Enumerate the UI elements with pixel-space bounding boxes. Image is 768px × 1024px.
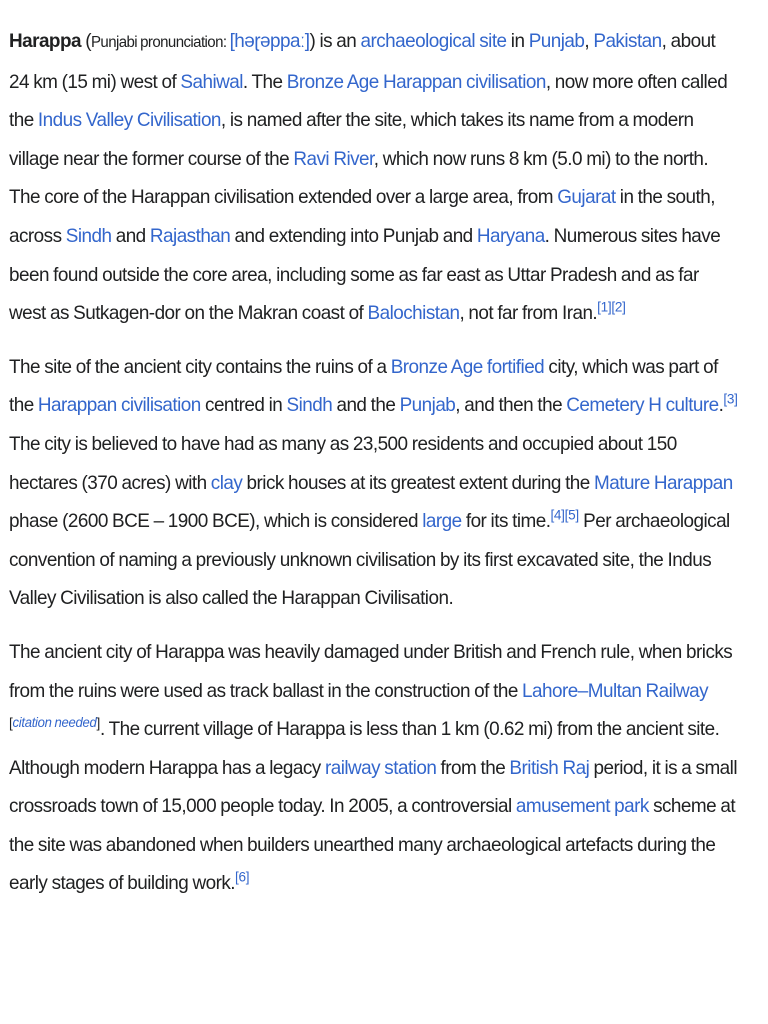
body-text: The ancient city of Harappa was heavily damaged under British and French rule, when bricks from the ruins were used as track ballast in the construction of the <box>9 640 733 702</box>
ipa-pronunciation-link[interactable]: [həɽəppaː] <box>229 30 310 52</box>
archaeological-site-link[interactable]: archaeological site <box>360 30 507 52</box>
citation-superscript <box>723 391 737 407</box>
pakistan-link[interactable]: Pakistan <box>593 30 662 52</box>
body-text: , about 24 km (15 mi) west of <box>9 30 716 93</box>
body-text: . Numerous sites have been found outside the core area, including some as far east as Uttar Pradesh and as far west as Sutkagen-dor on the Makran coast of <box>9 224 721 325</box>
body-text: period, it is a small crossroads town of 15,000 people today. In 2005, a controversial <box>9 756 738 818</box>
pronunciation-label: Punjabi pronunciation: <box>90 34 230 51</box>
gujarat-link[interactable]: Gujarat <box>557 186 616 209</box>
body-text: , and then the <box>455 394 567 417</box>
body-text: centred in <box>200 394 287 417</box>
body-text: ( <box>80 30 91 52</box>
body-text: and <box>111 224 150 247</box>
rajasthan-link[interactable]: Rajasthan <box>149 224 231 247</box>
citation-3-link[interactable]: [3] <box>723 390 738 407</box>
bronze-age-link[interactable]: Bronze Age <box>390 355 483 378</box>
body-text: . The <box>242 70 287 93</box>
body-text: The city is believed to have had as many as 23,500 residents and occupied about 150 hectares (370 acres) with <box>9 432 677 494</box>
body-text: for its time. <box>461 510 551 533</box>
body-text: and the <box>332 394 400 417</box>
body-text: phase (2600 BCE – 1900 BCE), which is considered <box>9 510 423 533</box>
body-text: . The current village of Harappa is less than 1 km (0.62 mi) from the ancient site. Although modern Harappa has a legacy <box>9 718 720 779</box>
harappan-civilisation-link[interactable]: Harappan civilisation <box>382 70 546 93</box>
railway-station-link[interactable]: railway station <box>324 756 437 779</box>
sindh-link[interactable]: Sindh <box>286 394 333 417</box>
citation-superscript <box>565 506 579 522</box>
punjab-link[interactable]: Punjab <box>399 394 456 417</box>
body-text: , is named after the site, which takes its name from a modern village near the former course of the <box>9 109 694 170</box>
citation-2-link[interactable]: [2] <box>611 298 626 315</box>
citation-superscript <box>611 298 625 314</box>
citation-superscript <box>235 869 249 885</box>
body-text: , which now runs 8 km (5.0 mi) to the north. The core of the Harappan civilisation extended over a large area, from <box>9 147 709 209</box>
article-body <box>9 22 738 903</box>
body-text: ) is an <box>309 30 361 52</box>
body-text: brick houses at its greatest extent during the <box>242 471 595 494</box>
amusement-park-link[interactable]: amusement park <box>515 795 649 818</box>
harappan-civilisation-link[interactable]: Harappan civilisation <box>37 394 201 417</box>
sahiwal-link[interactable]: Sahiwal <box>180 70 243 93</box>
citation-bracket: ] <box>96 714 100 731</box>
british-raj-link[interactable]: British Raj <box>509 756 590 779</box>
large-link[interactable]: large <box>422 510 462 533</box>
article-subject-term: Harappa <box>9 30 81 52</box>
citation-superscript <box>597 298 611 314</box>
body-text: from the <box>436 756 510 779</box>
body-text: in <box>506 30 529 52</box>
body-text: , <box>584 30 594 52</box>
citation-needed-note <box>12 714 96 730</box>
body-text: city, which was part of the <box>9 355 718 417</box>
body-text: The site of the ancient city contains the ruins of a <box>9 355 391 378</box>
paragraph-intro <box>9 22 738 333</box>
citation-5-link[interactable]: [5] <box>564 506 579 523</box>
clay-link[interactable]: clay <box>210 471 243 494</box>
sindh-link[interactable]: Sindh <box>65 224 112 247</box>
citation-bracket: [ <box>9 714 13 731</box>
citation-1-link[interactable]: [1] <box>597 298 612 315</box>
mature-harappan-link[interactable]: Mature Harappan <box>594 471 733 494</box>
ravi-river-link[interactable]: Ravi River <box>293 147 374 170</box>
body-text: and extending into Punjab and <box>230 224 477 247</box>
paragraph-damage <box>9 633 738 903</box>
body-text: Per archaeological convention of naming a previously unknown civilisation by its first excavated site, the Indus Valley Civilisation is also called the Harappan Civilisation. <box>9 510 730 610</box>
body-text: . <box>718 394 724 417</box>
body-text: in the south, across <box>9 186 715 247</box>
citation-needed-link[interactable]: citation needed <box>12 715 97 731</box>
indus-valley-civilisation-link[interactable]: Indus Valley Civilisation <box>37 109 221 132</box>
balochistan-link[interactable]: Balochistan <box>367 302 460 325</box>
cemetery-h-culture-link[interactable]: Cemetery H culture <box>566 394 719 417</box>
punjab-link[interactable]: Punjab <box>528 30 585 52</box>
lahore-multan-railway-link[interactable]: Lahore–Multan Railway <box>522 679 709 702</box>
bronze-age-link[interactable]: Bronze Age <box>286 70 379 93</box>
citation-4-link[interactable]: [4] <box>550 506 565 523</box>
body-text: , now more often called the <box>9 70 728 132</box>
body-text: , not far from Iran. <box>459 302 598 325</box>
citation-6-link[interactable]: [6] <box>234 868 250 885</box>
body-text: scheme at the site was abandoned when builders unearthed many archaeological artefacts during the early stages of building work. <box>9 795 736 895</box>
fortified-link[interactable]: fortified <box>486 355 545 378</box>
haryana-link[interactable]: Haryana <box>476 224 545 247</box>
paragraph-site <box>9 348 738 618</box>
citation-superscript <box>550 506 564 522</box>
